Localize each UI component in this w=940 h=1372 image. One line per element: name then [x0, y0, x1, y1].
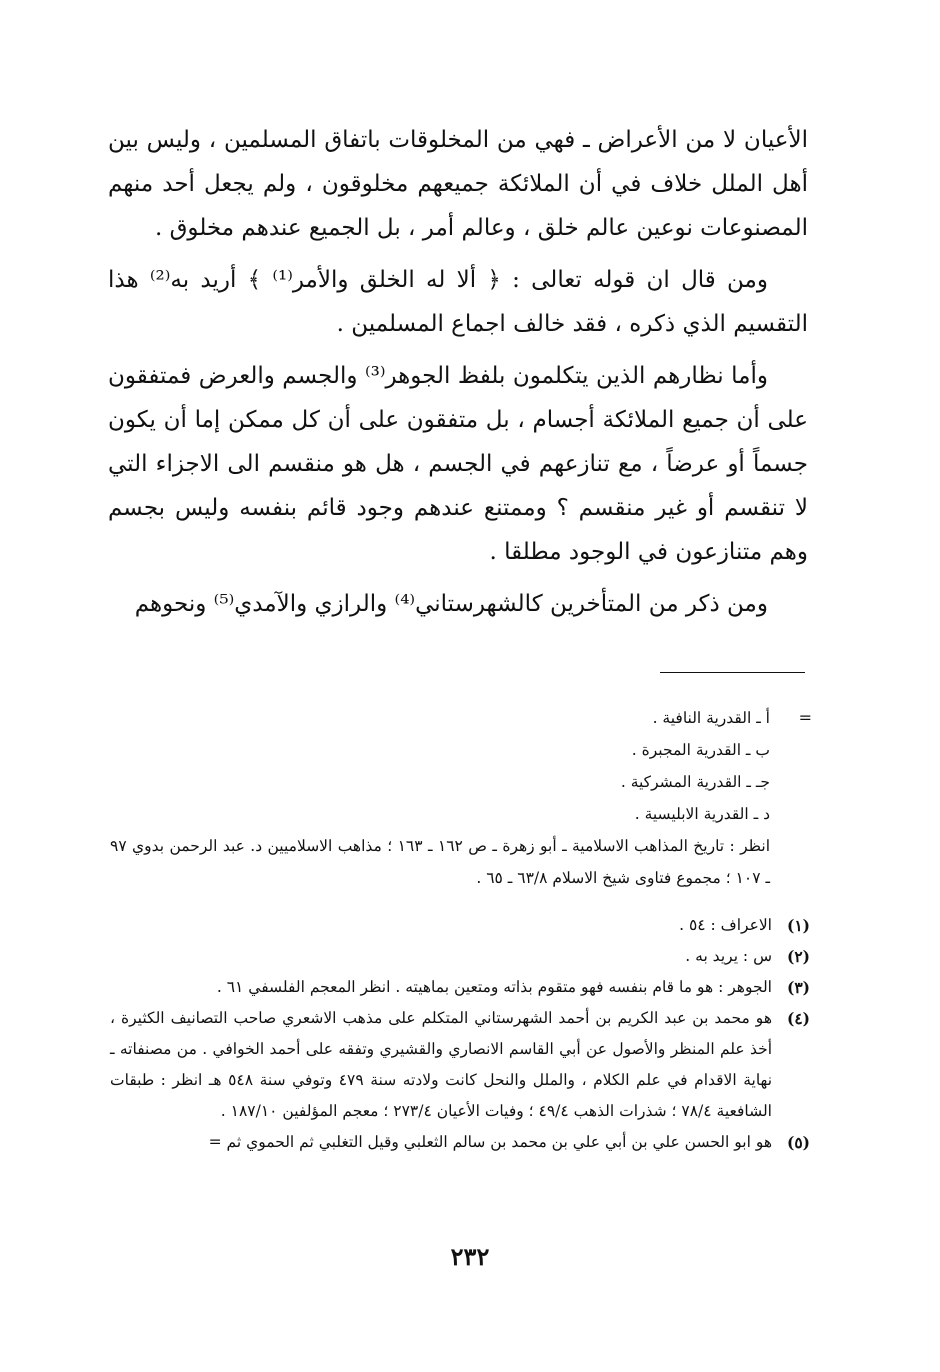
footnote-text: الجوهر : هو ما قام بنفسه فهو متقوم بذاته ومتعين بماهيته . انظر المعجم الفلسفي ٦١ .: [216, 978, 772, 996]
paragraph-1: الأعيان لا من الأعراض ـ فهي من المخلوقات باتفاق المسلمين ، وليس بين أهل الملل خلاف في أن الملائكة جميعهم مخلوقون ، ولم يجعل أحد منهم المصنوعات نوعين عالم خلق ، وعالم أمر ، بل الجميع عندهم مخلوق .: [108, 127, 808, 241]
footnote-text: الاعراف : ٥٤ .: [679, 916, 772, 934]
footnote-number: (٢): [786, 947, 810, 966]
sublist-item: أ ـ القدرية النافية .: [652, 709, 770, 727]
footnote-divider: [660, 672, 805, 673]
footnote-number: (١): [786, 916, 810, 935]
paragraph-2: ومن قال ان قوله تعالى : ﴿ ألا له الخلق والأمر⁽¹⁾ ﴾ أريد به⁽²⁾ هذا التقسيم الذي ذكره ، فقد خالف اجماع المسلمين .: [108, 267, 808, 337]
footnote-number: (٥): [786, 1133, 810, 1152]
sublist-item: ب ـ القدرية المجبرة .: [631, 741, 770, 759]
footnote-2: [110, 941, 810, 972]
footnote-number: (٣): [786, 978, 810, 997]
footnote-text: س : يريد به .: [685, 947, 772, 965]
footnote-sublist: [110, 702, 810, 830]
paragraph-4: ومن ذكر من المتأخرين كالشهرستاني⁽⁴⁾ والرازي والآمدي⁽⁵⁾ ونحوهم: [134, 591, 768, 617]
footnote-1: [110, 910, 810, 941]
paragraph-3: وأما نظارهم الذين يتكلمون بلفظ الجوهر⁽³⁾ والجسم والعرض فمتفقون على أن جميع الملائكة أجسام ، بل متفقون على أن كل ممكن إما أن يكون جسماً أو عرضاً ، مع تنازعهم في الجسم ، هل هو منقسم الى الاجزاء التي لا تنقسم أو غير منقسم ؟ وممتنع عندهم وجود قائم بنفسه وليس بجسم وهم متنازعون في الوجود مطلقا .: [108, 363, 808, 565]
footnotes: [110, 910, 810, 1158]
main-text: [108, 118, 808, 634]
continued-footnote: [110, 702, 810, 894]
page-number: ٢٣٢: [450, 1242, 490, 1271]
sublist-item: د ـ القدرية الابليسية .: [634, 805, 770, 823]
footnote-3: [110, 972, 810, 1003]
continuation-marker: =: [798, 708, 812, 727]
footnote-5: [110, 1127, 810, 1158]
footnote-reference: انظر : تاريخ المذاهب الاسلامية ـ أبو زهرة ـ ص ١٦٢ ـ ١٦٣ ؛ مذاهب الاسلاميين د. عبد الرحمن بدوي ٩٧ ـ ١٠٧ ؛ مجموع فتاوى شيخ الاسلام ٦٣/٨ ـ ٦٥ .: [110, 837, 771, 887]
footnote-text: هو ابو الحسن علي بن أبي علي بن محمد بن سالم الثعلبي وقيل التغلبي ثم الحموي ثم =: [208, 1133, 772, 1151]
footnote-number: (٤): [786, 1009, 810, 1028]
footnote-4: [110, 1003, 810, 1127]
sublist-item: جـ ـ القدرية المشركية .: [620, 773, 770, 791]
footnote-text: هو محمد بن عبد الكريم بن أحمد الشهرستاني المتكلم على مذهب الاشعري صاحب التصانيف الكثيرة ، أخذ علم المنظر والأصول عن أبي القاسم الانصاري والقشيري وتفقه على أحمد الخوافي . من مصنفاته ـ نهاية الاقدام في علم الكلام ، والملل والنحل كانت ولادته سنة ٤٧٩ وتوفي سنة ٥٤٨ هـ انظر : طبقات الشافعية ٧٨/٤ ؛ شذرات الذهب ٤٩/٤ ؛ وفيات الأعيان ٢٧٣/٤ ؛ معجم المؤلفين ١٨٧/١٠ .: [110, 1009, 773, 1120]
